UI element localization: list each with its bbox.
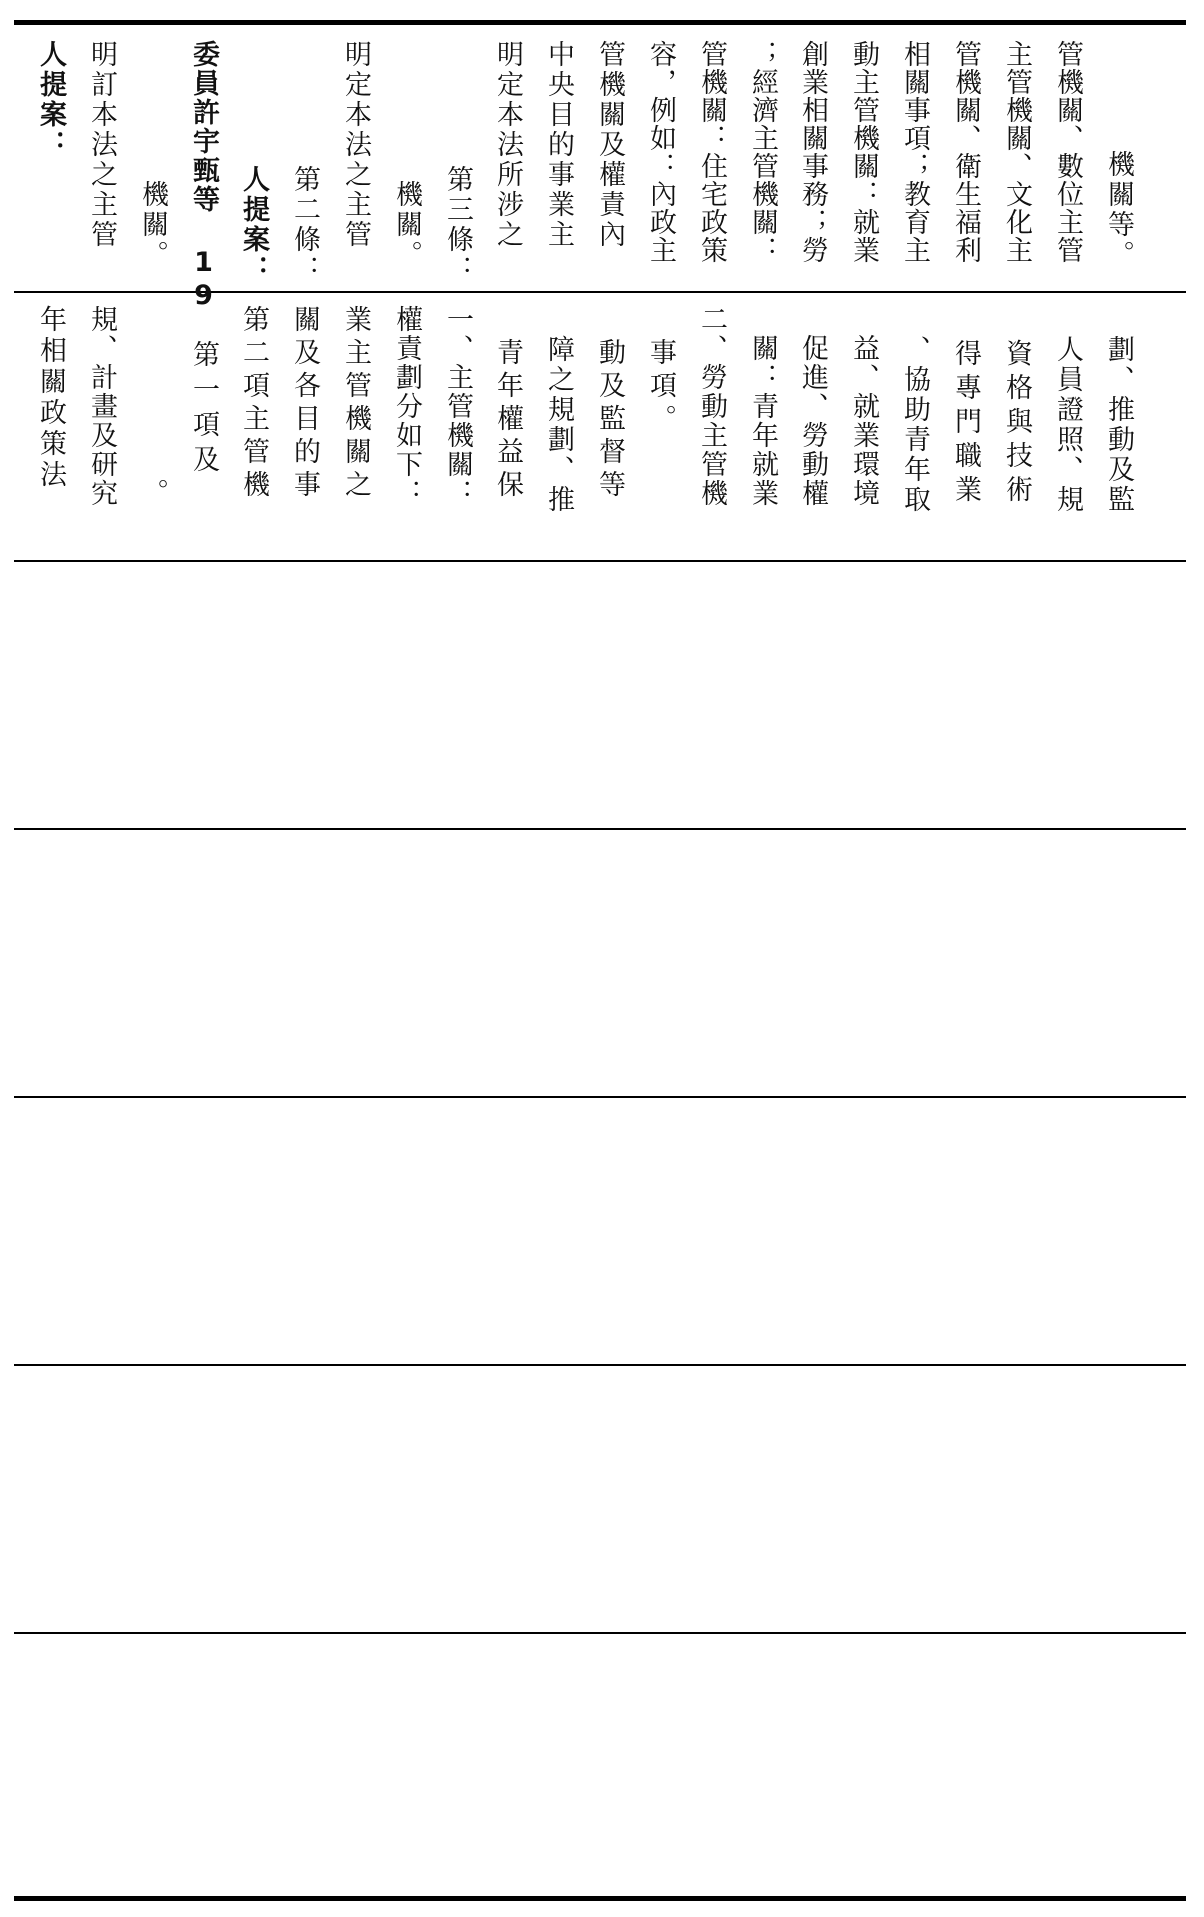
- text-column: 明定本法之主管: [340, 40, 371, 250]
- text-column: 委員許宇甄等 19: [188, 40, 219, 313]
- text-column: 促進、勞動權: [797, 305, 828, 508]
- text-column: 管機關及權責內: [594, 40, 625, 250]
- text-column: 管機關、數位主管: [1052, 40, 1083, 264]
- empty-row: [14, 1634, 1186, 1896]
- text-column: 管機關、衛生福利: [950, 40, 981, 264]
- text-column: 得專門職業: [950, 305, 981, 509]
- text-column: 相關事項；教育主: [899, 40, 930, 264]
- text-column: 益、就業環境: [848, 305, 879, 508]
- text-column: 動主管機關：就業: [848, 40, 879, 264]
- empty-row: [14, 1366, 1186, 1632]
- text-column: 第二條：: [289, 165, 320, 285]
- text-column: 第三條：: [442, 165, 473, 285]
- text-column: 主管機關、文化主: [1001, 40, 1032, 264]
- text-column: 青年權益保: [492, 305, 523, 503]
- text-column: 一、主管機關：: [442, 305, 473, 508]
- text-column: 規、計畫及研究: [86, 305, 117, 508]
- text-column: 中央目的事業主: [543, 40, 574, 250]
- text-column: 權責劃分如下：: [391, 305, 422, 508]
- text-column: ；經濟主管機關：: [747, 40, 778, 264]
- text-column: 資格與技術: [1001, 305, 1032, 509]
- text-column: 明定本法所涉之: [492, 40, 523, 250]
- text-column: 機關。: [137, 180, 168, 270]
- text-column: 機關。: [391, 180, 422, 270]
- empty-row: [14, 830, 1186, 1096]
- table-bottom-border: [14, 1896, 1186, 1901]
- text-column: 第一項及: [188, 305, 219, 480]
- empty-row: [14, 1098, 1186, 1364]
- text-column: 人員證照、規: [1052, 305, 1083, 515]
- text-column: 人提案：: [35, 40, 66, 160]
- text-column: 管機關：住宅政策: [696, 40, 727, 264]
- empty-row: [14, 562, 1186, 828]
- text-column: 容，例如：內政主: [645, 40, 676, 264]
- table-top-border: [14, 20, 1186, 25]
- text-column: 事項。: [645, 305, 676, 437]
- text-column: 障之規劃、推: [543, 305, 574, 515]
- text-column: 機關等。: [1103, 150, 1134, 270]
- text-column: 、協助青年取: [899, 305, 930, 515]
- text-column: 劃、推動及監: [1103, 305, 1134, 515]
- text-column: 人提案：: [238, 165, 269, 285]
- text-column: 明訂本法之主管: [86, 40, 117, 250]
- text-column: 業主管機關之: [340, 305, 371, 503]
- text-column: 二、勞動主管機: [696, 305, 727, 508]
- text-column: 關：青年就業: [747, 305, 778, 508]
- text-column: 創業相關事務；勞: [797, 40, 828, 264]
- text-column: 第二項主管機: [238, 305, 269, 503]
- text-column: 年相關政策法: [35, 305, 66, 491]
- text-column: 關及各目的事: [289, 305, 320, 503]
- text-column: 動及監督等: [594, 305, 625, 503]
- text-column: 。: [137, 478, 168, 508]
